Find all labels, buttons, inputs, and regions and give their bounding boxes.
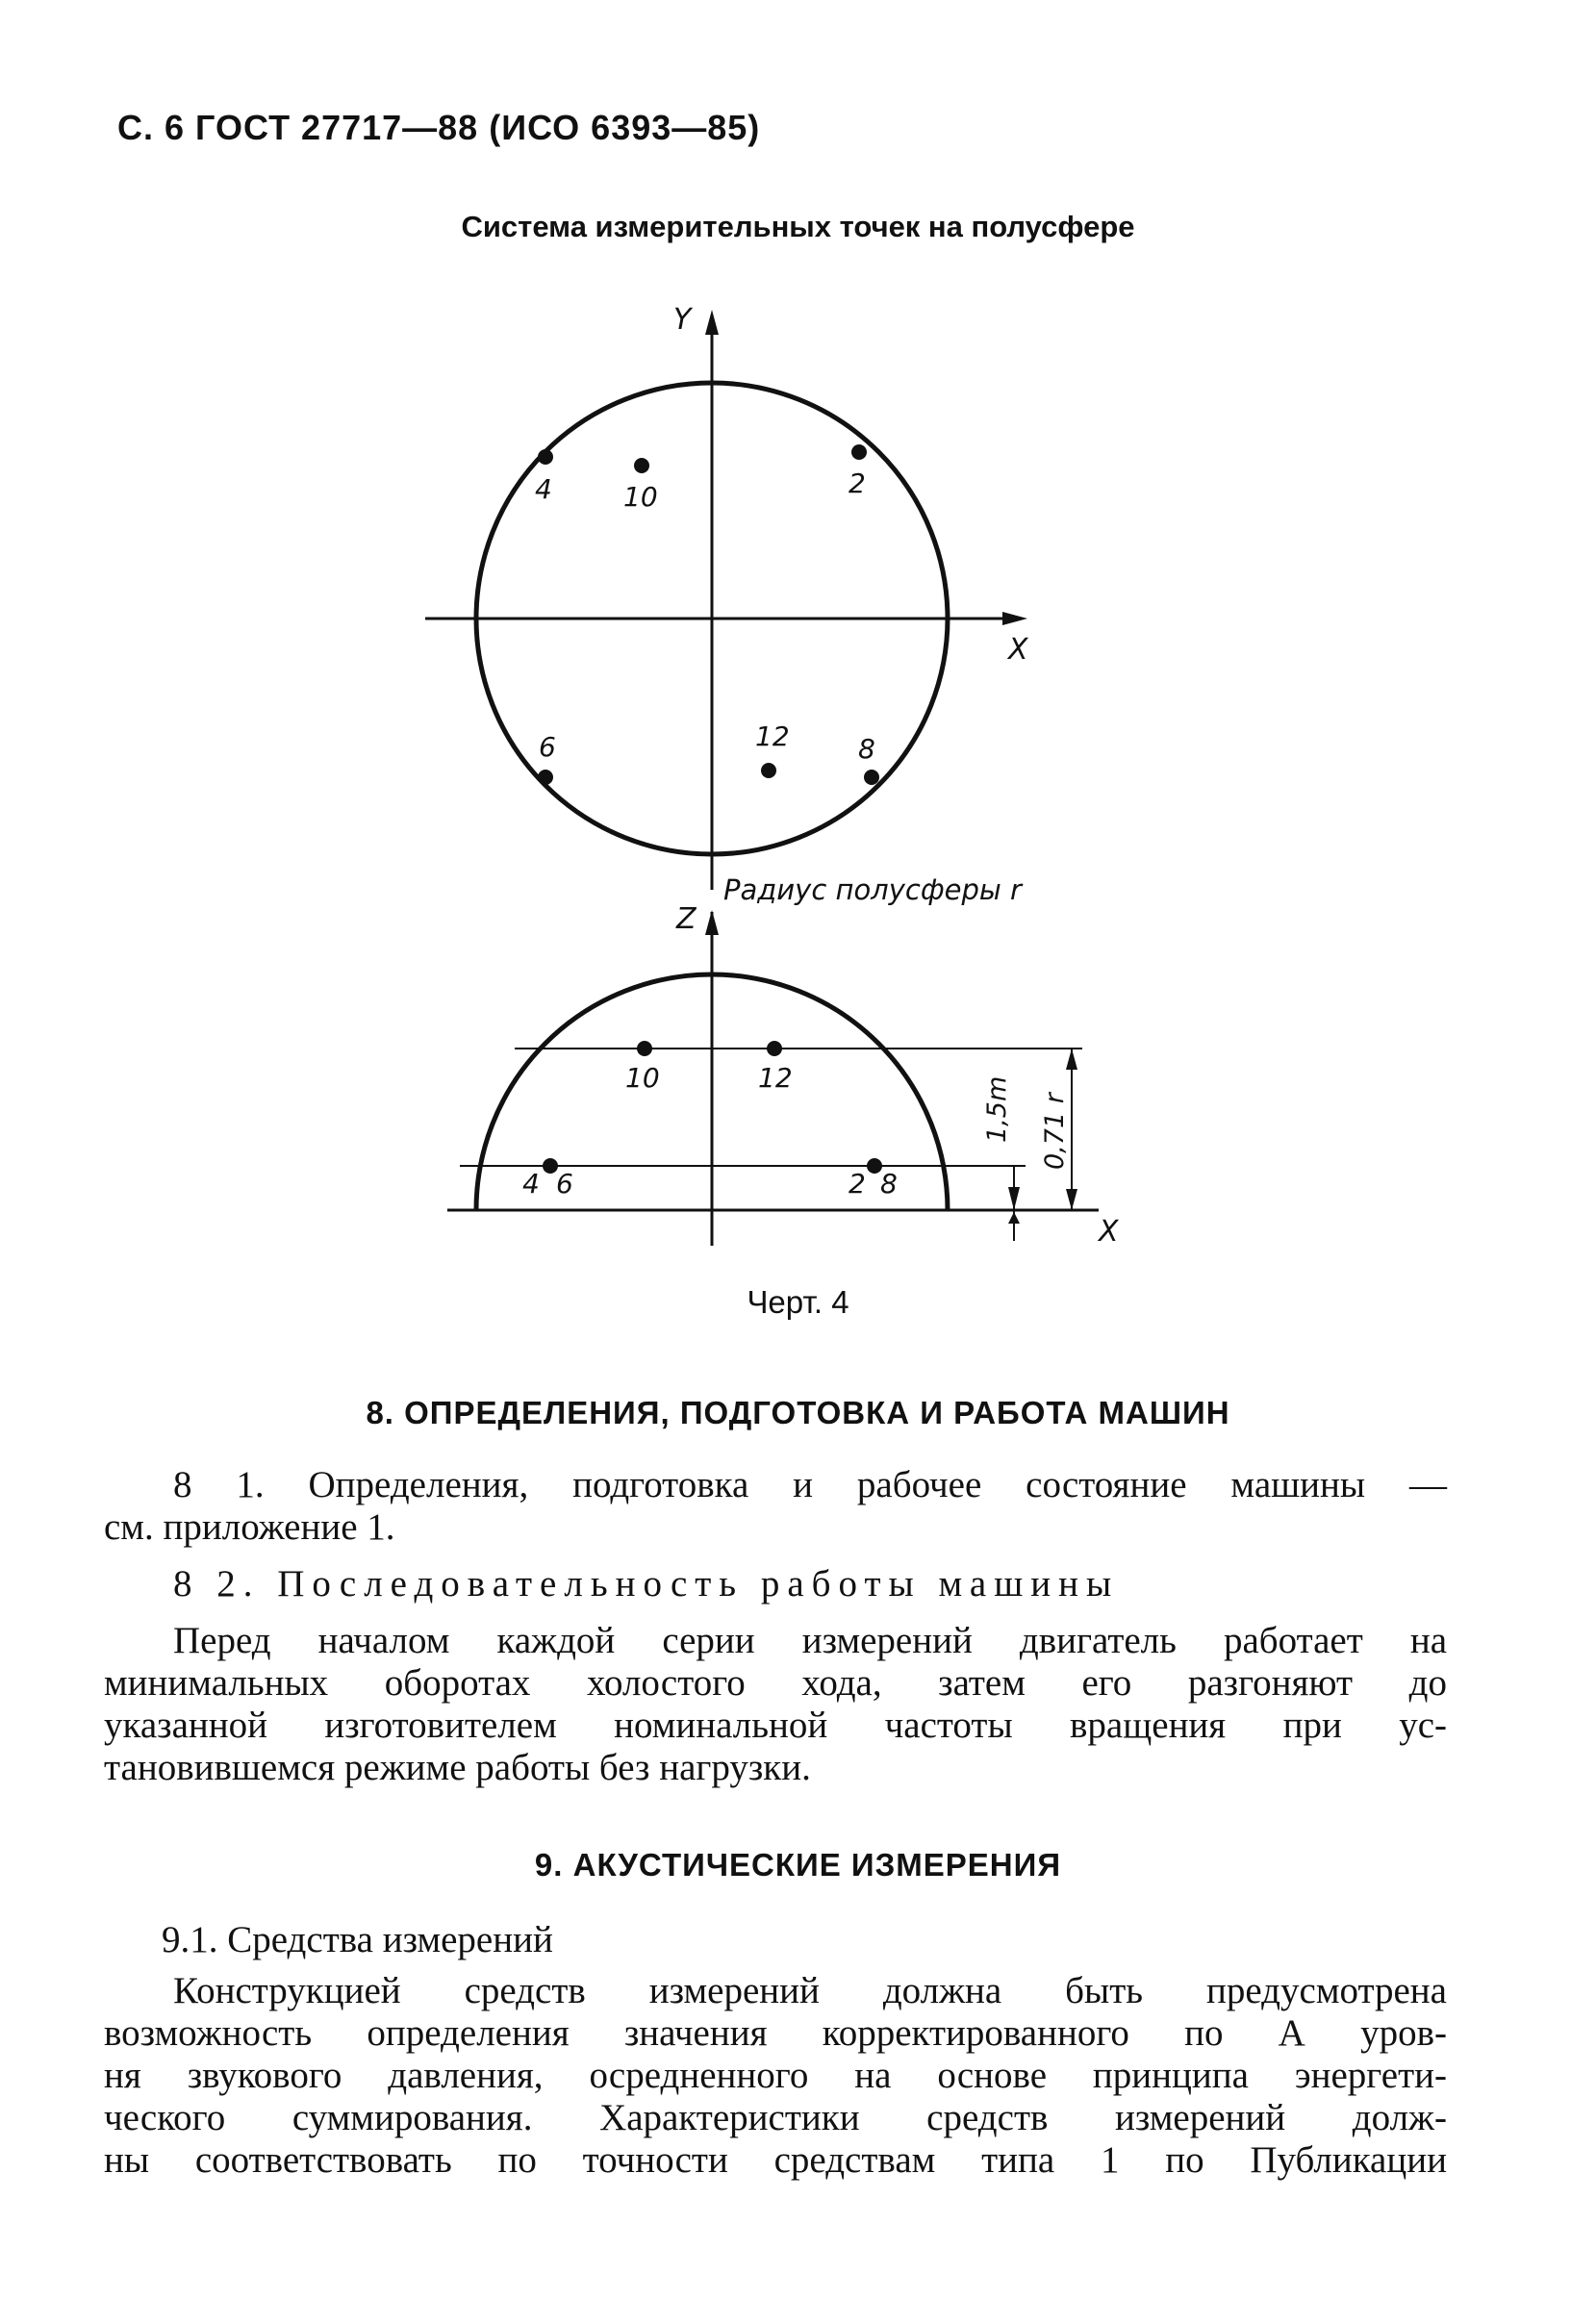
- section-9-text-line-3: ня звукового давления, осредненного на основе принципа энергети-: [104, 2055, 1447, 2096]
- section-9-heading: 9. АКУСТИЧЕСКИЕ ИЗМЕРЕНИЯ: [534, 1847, 1062, 1883]
- side-label-10: 10: [625, 1062, 660, 1094]
- top-label-2: 2: [849, 468, 866, 499]
- y-arrow: [705, 310, 719, 335]
- top-point-4: [538, 449, 553, 465]
- section-8-text-line-1: Перед началом каждой серии измерений двигатель работает на: [173, 1620, 1447, 1661]
- axis-label-z: Z: [676, 902, 697, 936]
- section-9-text-line-1: Конструкцией средств измерений должна быть предусмотрена: [173, 1970, 1447, 2011]
- section-9-text-line-5: ны соответствовать по точности средствам типа 1 по Публикации: [104, 2139, 1447, 2181]
- axis-label-y: Y: [673, 303, 692, 337]
- side-point-10: [637, 1041, 652, 1056]
- section-8-text-line-4: тановившемся режиме работы без нагрузки.: [104, 1747, 811, 1788]
- page-header: С. 6 ГОСТ 27717—88 (ИСО 6393—85): [117, 108, 761, 147]
- figure-caption: Черт. 4: [747, 1284, 849, 1320]
- top-point-10: [634, 458, 649, 473]
- section-8-p1-line2: см. приложение 1.: [104, 1506, 395, 1548]
- dim-label-large: 0,71 r: [1040, 1093, 1070, 1170]
- top-label-6: 6: [539, 731, 556, 763]
- section-8-text-line-3: указанной изготовителем номинальной частоты вращения при ус-: [104, 1705, 1447, 1746]
- radius-label: Радиус полусферы r: [723, 873, 1022, 906]
- axis-label-x-side: X: [1099, 1215, 1119, 1249]
- side-label-2: 2: [849, 1168, 866, 1200]
- top-point-12: [761, 763, 776, 778]
- section-8-text-line-2: минимальных оборотах холостого хода, затем его разгоняют до: [104, 1662, 1447, 1704]
- top-point-2: [851, 444, 867, 460]
- section-8-p2-title: 8 2. Последовательность работы машины: [173, 1563, 1120, 1605]
- figure-title: Система измерительных точек на полусфере: [461, 210, 1135, 243]
- top-point-6: [538, 770, 553, 785]
- top-label-12: 12: [755, 720, 790, 752]
- top-label-10: 10: [623, 481, 658, 513]
- z-arrow: [705, 910, 719, 935]
- section-9-text-line-2: возможность определения значения корректированного по А уров-: [104, 2012, 1447, 2054]
- axis-label-x-top: X: [1008, 633, 1028, 667]
- top-label-8: 8: [858, 733, 875, 765]
- x-arrow-top: [1002, 612, 1027, 625]
- section-8-p1-line1: 8 1. Определения, подготовка и рабочее состояние машины —: [173, 1464, 1447, 1505]
- top-label-4: 4: [535, 473, 552, 505]
- top-point-8: [864, 770, 879, 785]
- section-9-subheading: 9.1. Средства измерений: [162, 1919, 553, 1960]
- side-label-4: 4: [522, 1168, 540, 1200]
- dim-label-small: 1,5m: [982, 1075, 1012, 1143]
- section-9-text-line-4: ческого суммирования. Характеристики средств измерений долж-: [104, 2097, 1447, 2138]
- side-point-12: [767, 1041, 782, 1056]
- side-label-6: 6: [556, 1168, 573, 1200]
- side-label-12: 12: [758, 1062, 793, 1094]
- side-label-8: 8: [880, 1168, 898, 1200]
- hemisphere-diagram: [0, 289, 1596, 1260]
- section-8-heading: 8. ОПРЕДЕЛЕНИЯ, ПОДГОТОВКА И РАБОТА МАШИН: [366, 1395, 1230, 1430]
